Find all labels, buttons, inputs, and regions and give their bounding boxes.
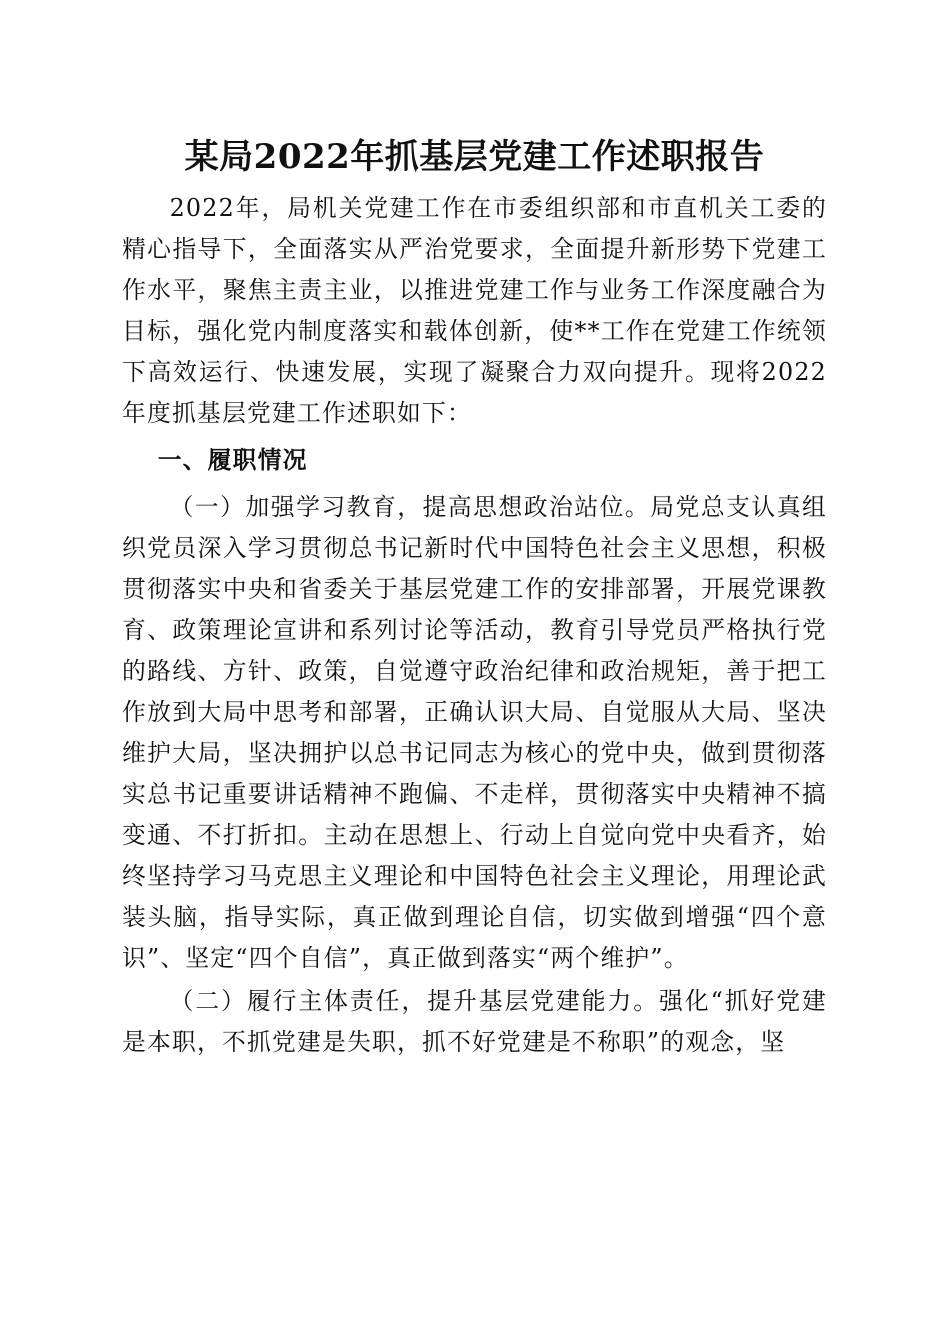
section-heading-performance: 一、履职情况	[157, 446, 308, 474]
intro-paragraph: 2022年，局机关党建工作在市委组织部和市直机关工委的精心指导下，全面落实从严治党要求，全面提升新形势下党建工作水平，聚焦主责主业，以推进党建工作与业务工作深度融合为目标，强化党内制度落实和载体创新，使**工作在党建工作统领下高效运行、快速发展，实现了凝聚合力双向提升。现将2022年度抓基层党建工作述职如下：	[122, 194, 827, 427]
document-title: 某局2022年抓基层党建工作述职报告	[184, 137, 765, 177]
document-page	[122, 128, 827, 1063]
paragraph-study-education: （一）加强学习教育，提高思想政治站位。局党总支认真组织党员深入学习贯彻总书记新时代中国特色社会主义思想，积极贯彻落实中央和省委关于基层党建工作的安排部署，开展党课教育、政策理论宣讲和系列讨论等活动，教育引导党员严格执行党的路线、方针、政策，自觉遵守政治纪律和政治规矩，善于把工作放到大局中思考和部署，正确认识大局、自觉服从大局、坚决维护大局，坚决拥护以总书记同志为核心的党中央，做到贯彻落实总书记重要讲话精神不跑偏、不走样，贯彻落实中央精神不搞变通、不打折扣。主动在思想上、行动上自觉向党中央看齐，始终坚持学习马克思主义理论和中国特色社会主义理论，用理论武装头脑，指导实际，真正做到理论自信，切实做到增强“四个意识”、坚定“四个自信”，真正做到落实“两个维护”。	[122, 493, 827, 972]
paragraph-main-responsibility: （二）履行主体责任，提升基层党建能力。强化“抓好党建是本职，不抓党建是失职，抓不好党建是不称职”的观念，坚	[122, 987, 827, 1056]
